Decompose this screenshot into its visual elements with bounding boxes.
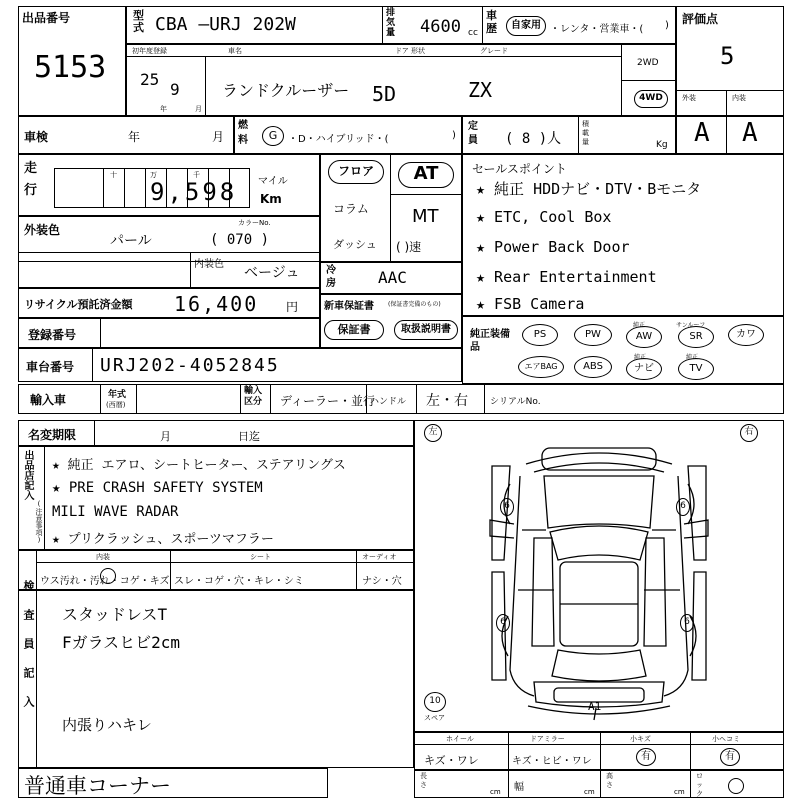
history-label: 車歴 bbox=[486, 9, 497, 35]
import-class-label: 輸入区分 bbox=[244, 386, 263, 407]
reg-year: 25 bbox=[140, 70, 160, 89]
first-reg-label: 初年度登録 bbox=[132, 47, 167, 55]
tire-right-front: 6 bbox=[676, 498, 690, 516]
inspector-line-2: Fガラスヒビ2cm bbox=[62, 633, 181, 652]
shaken-label: 車検 bbox=[24, 130, 49, 144]
shift-at-circle: AT bbox=[398, 162, 454, 188]
mirror-label: ドアミラー bbox=[530, 735, 565, 743]
fuel-label: 燃料 bbox=[238, 120, 248, 146]
month-unit: 月 bbox=[195, 105, 202, 113]
equip-tv: TV bbox=[678, 358, 714, 380]
tire-left-rear: 6 bbox=[496, 614, 510, 632]
equip-aw-prefix: 純正 bbox=[633, 322, 646, 329]
manual-circle: 取扱説明書 bbox=[394, 320, 458, 340]
aircon-value: AAC bbox=[378, 268, 407, 287]
drive-2wd: 2WD bbox=[637, 58, 659, 68]
import-year-sub: (西暦) bbox=[106, 401, 126, 409]
digit-header-ju: 十 bbox=[110, 171, 117, 179]
lock-circle bbox=[728, 778, 744, 794]
ext-grade-value: A bbox=[694, 118, 710, 148]
damage-mark-a1: A1 bbox=[588, 700, 602, 713]
int-grade-label: 内装 bbox=[732, 94, 746, 102]
shaken-box bbox=[18, 116, 234, 154]
warranty-label: 新車保証書 bbox=[324, 301, 374, 312]
height-unit: cm bbox=[674, 788, 685, 796]
handle-options: 左・右 bbox=[426, 393, 468, 409]
ext-grade-label: 外装 bbox=[682, 94, 696, 102]
interior-naisou-values: ウス汚れ・汚れ・コゲ・キズ bbox=[40, 576, 170, 587]
chassis-label: 車台番号 bbox=[26, 360, 75, 374]
height-label: 高さ bbox=[606, 772, 613, 789]
diagram-right-label: 右 bbox=[740, 424, 758, 442]
deadline-box bbox=[18, 420, 414, 446]
mileage-value: 9,598 bbox=[150, 178, 238, 206]
lock-label: ロック bbox=[696, 772, 703, 798]
door-count: 5D bbox=[372, 82, 397, 106]
lot-number: 5153 bbox=[34, 50, 107, 85]
color-no-value: ( 070 ) bbox=[210, 232, 270, 248]
sales-item-3: ★ Power Back Door bbox=[476, 238, 630, 256]
grade-sub-box bbox=[676, 116, 784, 154]
deadline-day: 日迄 bbox=[238, 430, 260, 443]
digit-header-sen: 千 bbox=[193, 171, 200, 179]
displacement-unit: cc bbox=[468, 28, 478, 38]
shift-floor-circle: フロア bbox=[328, 160, 384, 184]
notes-side-sub: (注意事項) bbox=[35, 500, 43, 544]
digit-header-man: 万 bbox=[150, 171, 157, 179]
ext-color-label: 外装色 bbox=[24, 223, 61, 237]
notes-line-1: ★ 純正 エアロ、シートヒーター、ステアリングス bbox=[52, 458, 346, 473]
notes-line-2: ★ PRE CRASH SAFETY SYSTEM bbox=[52, 480, 263, 496]
sales-item-1: ★ 純正 HDDナビ・DTV・Bモニタ bbox=[476, 180, 702, 198]
color-no-label: カラーNo. bbox=[238, 219, 271, 227]
small-scratch-value: 有 bbox=[636, 748, 656, 766]
inspector-line-1: スタッドレスT bbox=[62, 605, 168, 624]
small-dent-value: 有 bbox=[720, 748, 740, 766]
reg-month: 9 bbox=[170, 80, 180, 99]
interior-seat-label: シート bbox=[250, 553, 271, 561]
shift-mt: MT bbox=[412, 206, 439, 227]
model-code: CBA —URJ 202W bbox=[155, 14, 296, 35]
aircon-label: 冷房 bbox=[326, 265, 336, 289]
mileage-unit-mile: マイル bbox=[258, 176, 288, 187]
capacity-label: 定員 bbox=[468, 121, 478, 146]
equip-tv-prefix: 純正 bbox=[686, 354, 699, 361]
int-color-label: 内装色 bbox=[194, 259, 224, 270]
spare-label: スペア bbox=[424, 714, 445, 722]
recycle-value: 16,400 bbox=[174, 292, 259, 316]
interior-audio-values: ナシ・穴 bbox=[362, 576, 402, 587]
tire-right-rear: 6 bbox=[680, 614, 694, 632]
history-selected-circle: 自家用 bbox=[506, 16, 546, 36]
interior-naisou-label: 内装 bbox=[96, 553, 110, 561]
equip-sr-prefix: サンルーフ bbox=[676, 322, 706, 329]
sales-title: セールスポイント bbox=[472, 162, 567, 176]
small-dent-label: 小ヘコミ bbox=[712, 735, 740, 743]
recycle-unit: 円 bbox=[286, 300, 299, 314]
wheel-label: ホイール bbox=[446, 735, 474, 743]
shift-dash: ダッシュ bbox=[333, 238, 377, 251]
interior-seat-values: スレ・コゲ・穴・キレ・シミ bbox=[174, 576, 304, 587]
grade-value: 5 bbox=[720, 42, 735, 70]
import-label: 輸入車 bbox=[30, 393, 67, 407]
equip-aw: AW bbox=[626, 326, 662, 348]
int-color-value: ベージュ bbox=[244, 265, 300, 281]
interior-audio-label: オーディオ bbox=[362, 553, 397, 561]
capacity-box bbox=[462, 116, 676, 154]
fuel-selected-circle: G bbox=[262, 126, 284, 146]
equip-abs: ABS bbox=[574, 356, 612, 378]
auction-sheet: 出品番号 5153 型式 CBA —URJ 202W 排気量 4600 cc 車歴 自家用 ・レンタ・営業車・( ) 評価点 5 外装 内装 初年度登録 車名 ドア 形状 グレード 25 9 年 月 ランドクルーザー 5D ZX 2WD 4WD 車検 年 月 燃料 G ・D・ハイブリッド・( ) 定員 ( 8 )人 積載量 Kg A A 走行 十 万 千 9,598 マイル Km フロア コラム ダッシュ AT MT ( )速 セールスポイント ★ 純正 HDDナビ・DTV・Bモニタ ★ ETC, Cool Box ★ Power Back Door ★ Rear Entertainment ★ FSB Camera 外装色 パール カラーNo. ( 070 ) 内装色 ベージュ 冷房 AAC リサイクル預託済金額 16,400 円 新車保証書 (保証書完備のもの) 保証書 取扱説明書 登録番号 純正装備品 PS PW 純正 AW サンルーフ SR カワ エアBAG ABS 純正 ナビ 純正 TV 車台番号 URJ202-4052845 輸入車 年式 (西暦) 輸入区分 ディーラー・並行 ハンドル 左・右 シリアルNo. 名変期限 月 日迄 出品店記入 (注意事項) ★ 純正 エアロ、シートヒーター、ステアリングス ★ PRE CRASH SAFETY SYSTEM MILI WAVE RADAR ★ プリクラッシュ、スポーツマフラー 内装 シート オーディオ ウス汚れ・汚れ・コゲ・キズ スレ・コゲ・穴・キレ・シミ ナシ・穴 検査員記入 スタッドレスT Fガラスヒビ2cm 内張りハキレ 普通車コーナー 左 右 6 6 6 6 10 スペア A1 ホイール ドアミラー 小キズ 小ヘコミ キズ・ワレ キズ・ヒビ・ワレ 有 有 長さ cm 幅 cm 高さ cm ロック bbox=[0, 0, 800, 800]
car-diagram bbox=[414, 420, 784, 732]
deadline-month: 月 bbox=[160, 430, 171, 443]
car-name-label: 車名 bbox=[228, 47, 242, 55]
width-unit: cm bbox=[584, 788, 595, 796]
equip-airbag: エアBAG bbox=[518, 356, 564, 378]
model-grade-label: グレード bbox=[480, 47, 508, 55]
import-year-label: 年式 bbox=[108, 390, 127, 400]
width-label: 幅 bbox=[514, 782, 524, 793]
notes-line-3: MILI WAVE RADAR bbox=[52, 504, 179, 520]
handle-label: ハンドル bbox=[370, 397, 407, 407]
ext-color-value: パール bbox=[110, 233, 152, 249]
shaken-year: 年 bbox=[128, 130, 141, 144]
interior-selected-circle bbox=[100, 568, 116, 584]
warranty-note: (保証書完備のもの) bbox=[388, 301, 441, 308]
doors-label: ドア 形状 bbox=[395, 47, 426, 55]
mileage-unit-km: Km bbox=[260, 192, 282, 206]
drive-4wd-circle: 4WD bbox=[634, 90, 668, 108]
shift-column: コラム bbox=[333, 202, 369, 216]
registration-label: 登録番号 bbox=[28, 328, 77, 342]
small-scratch-label: 小キズ bbox=[630, 735, 651, 743]
recycle-label: リサイクル預託済金額 bbox=[24, 298, 133, 311]
equipment-label: 純正装備品 bbox=[470, 329, 510, 353]
inspector-side-label: 検査員記入 bbox=[22, 580, 35, 725]
equip-navi-prefix: 純正 bbox=[634, 354, 647, 361]
import-class-options: ディーラー・並行 bbox=[280, 394, 376, 408]
history-options: ・レンタ・営業車・( bbox=[550, 24, 644, 35]
equip-pw: PW bbox=[574, 324, 612, 346]
capacity-value: ( 8 )人 bbox=[505, 131, 562, 147]
wheel-values: キズ・ワレ bbox=[424, 754, 479, 767]
year-unit: 年 bbox=[160, 105, 167, 113]
lot-label: 出品番号 bbox=[22, 11, 71, 25]
notes-line-4: ★ プリクラッシュ、スポーツマフラー bbox=[52, 532, 274, 547]
car-name: ランドクルーザー bbox=[222, 81, 350, 100]
equip-ps: PS bbox=[522, 324, 558, 346]
inspector-line-3: 内張りハキレ bbox=[62, 716, 152, 734]
warranty-card-circle: 保証書 bbox=[324, 320, 384, 340]
length-unit: cm bbox=[490, 788, 501, 796]
sales-item-2: ★ ETC, Cool Box bbox=[476, 208, 612, 226]
displacement-label: 排気量 bbox=[386, 8, 396, 38]
load-label: 積載量 bbox=[582, 120, 589, 146]
length-label: 長さ bbox=[420, 772, 427, 789]
notes-side-label: 出品店記入 bbox=[22, 450, 33, 500]
equip-leather: カワ bbox=[728, 324, 764, 346]
diagram-left-label: 左 bbox=[424, 424, 442, 442]
grade-label: 評価点 bbox=[682, 12, 719, 26]
load-unit: Kg bbox=[656, 140, 668, 150]
shaken-month: 月 bbox=[212, 130, 225, 144]
sales-item-5: ★ FSB Camera bbox=[476, 295, 585, 313]
serial-label: シリアルNo. bbox=[490, 397, 541, 407]
displacement-value: 4600 bbox=[420, 17, 461, 37]
sales-item-4: ★ Rear Entertainment bbox=[476, 268, 657, 286]
tire-left-front: 6 bbox=[500, 498, 514, 516]
mileage-label: 走行 bbox=[24, 161, 38, 198]
int-grade-value: A bbox=[742, 118, 758, 148]
model-grade: ZX bbox=[468, 78, 493, 102]
corner-label: 普通車コーナー bbox=[24, 774, 171, 798]
mirror-values: キズ・ヒビ・ワレ bbox=[512, 756, 592, 767]
chassis-value: URJ202-4052845 bbox=[100, 355, 280, 376]
fuel-options: ・D・ハイブリッド・( bbox=[288, 134, 389, 145]
deadline-label: 名変期限 bbox=[28, 428, 77, 442]
type-label: 型式 bbox=[133, 9, 144, 34]
spare-circle: 10 bbox=[424, 692, 446, 712]
shift-speed: ( )速 bbox=[396, 240, 422, 254]
equip-sr: SR bbox=[678, 326, 714, 348]
equip-navi: ナビ bbox=[626, 358, 662, 380]
